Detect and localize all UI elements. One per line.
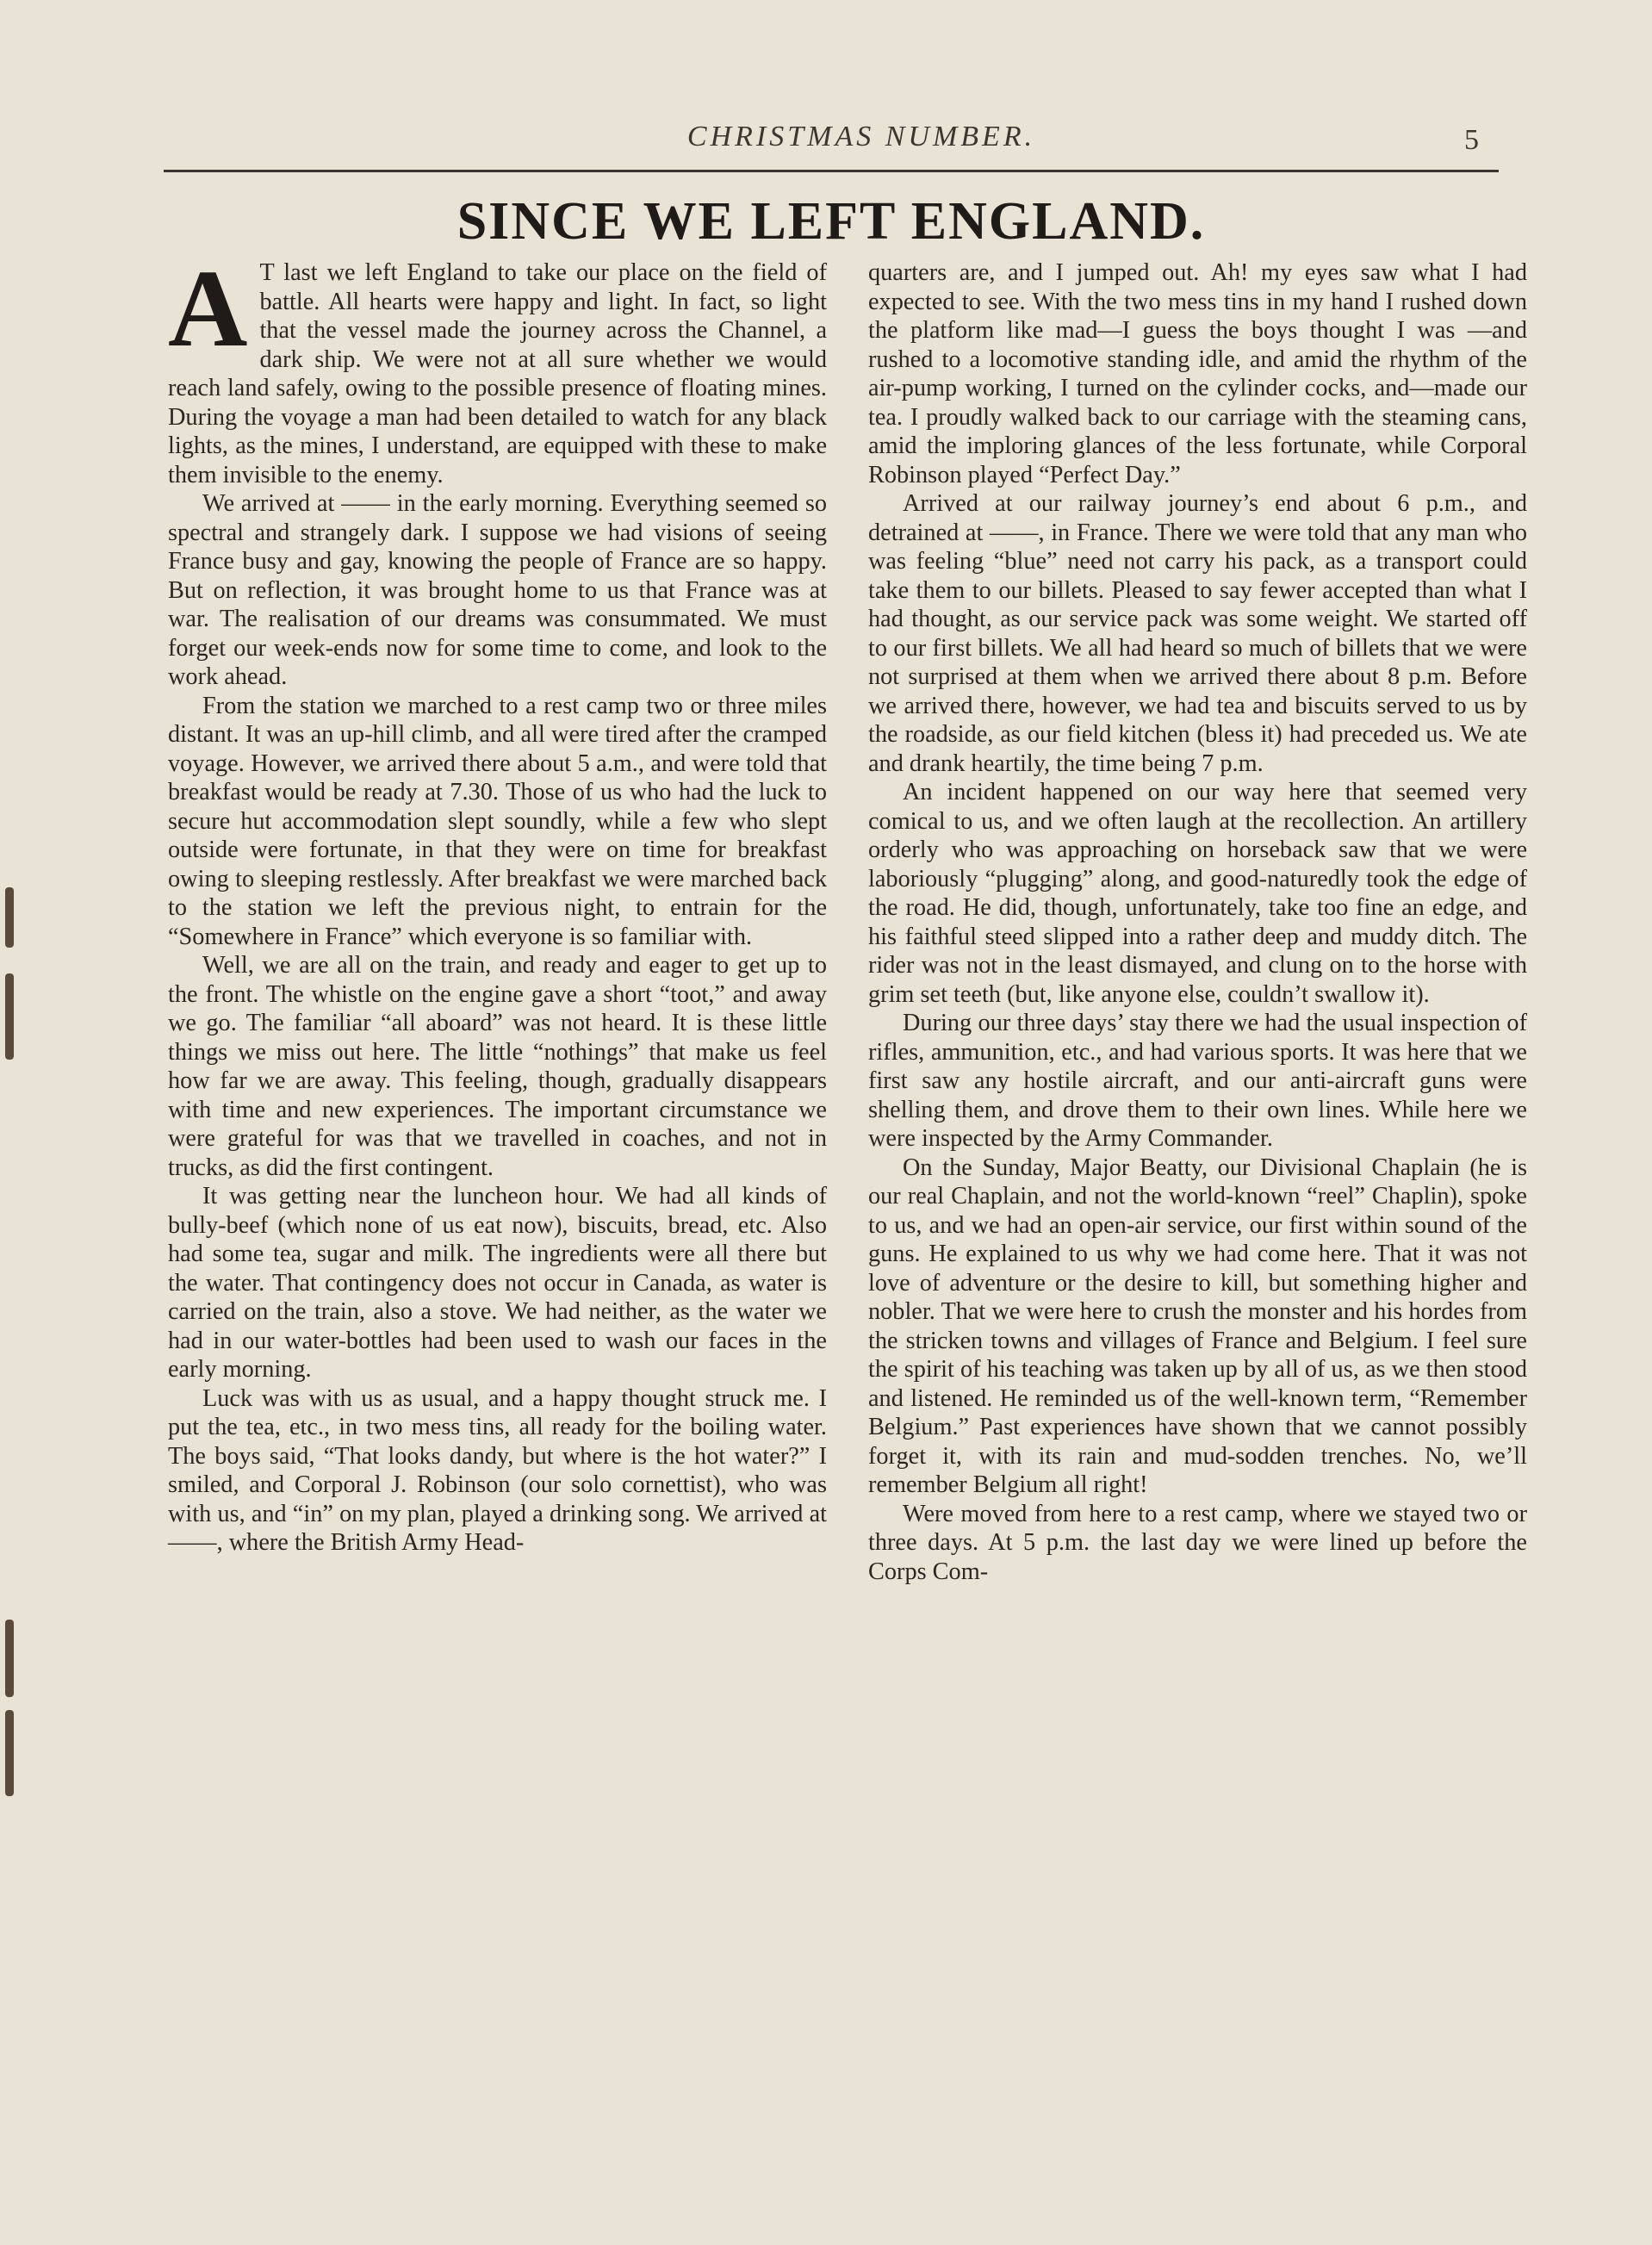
drop-cap: A (168, 247, 248, 370)
right-column (868, 258, 1527, 1586)
paragraph: It was getting near the luncheon hour. We had all kinds of bully-beef (which none of us eat now), biscuits, bread, etc. Also had some tea, sugar and milk. The ingredients were all there but the water. That contingency does not occur in Canada, as water is carried on the train, also a stove. We had neither, as the water we had in our water-bottles had been used to wash our faces in the early morning. (168, 1183, 827, 1383)
left-column (168, 247, 827, 1558)
binding-stain (5, 1620, 14, 1697)
paragraph: Were moved from here to a rest camp, where we stayed two or three days. At 5 p.m. the last day we were lined up before the Corps Com- (868, 1500, 1527, 1585)
paragraph: Arrived at our railway journey’s end about 6 p.m., and detrained at ——, in France. There we were told that any man who was feeling “blue” need not carry his pack, as a transport could take them to our billets. Pleased to say fewer accepted than what I had thought, as our service pack was some weight. We started off to our first billets. We all had heard so much of billets that we were not surprised at them when we arrived there about 8 p.m. Before we arrived there, however, we had tea and biscuits served to us by the roadside, as our field kitchen (bless it) had preceded us. We ate and drank heartily, the time being 7 p.m. (868, 490, 1527, 777)
paragraph (168, 247, 827, 489)
paragraph-text: T last we left England to take our place on the field of battle. All hearts were happy and light. In fact, so light that the vessel made the journey across the Channel, a dark ship. We were not at all sure whether we would reach land safely, owing to the possible presence of floating mines. During the voyage a man had been detailed to watch for any black lights, as the mines, I understand, are equipped with these to make them invisible to the enemy. (168, 259, 827, 488)
running-header: CHRISTMAS NUMBER. (686, 121, 1036, 152)
header-rule (164, 170, 1499, 172)
binding-stain (5, 887, 14, 948)
article-headline: SINCE WE LEFT ENGLAND. (456, 192, 1206, 251)
paragraph: An incident happened on our way here that seemed very comical to us, and we often laugh at the recollection. An artillery orderly who was approaching on horseback saw that we were laboriously “plugging” along, and good-naturedly took the edge of the road. He did, though, unfortunately, take too fine an edge, and his faithful steed slipped into a rather deep and muddy ditch. The rider was not in the least dismayed, and clung on to the horse with grim set teeth (but, like anyone else, couldn’t swallow it). (868, 779, 1527, 1008)
binding-stain (5, 1710, 14, 1796)
paragraph: On the Sunday, Major Beatty, our Divisional Chaplain (he is our real Chaplain, and not the world-known “reel” Chaplin), spoke to us, and we had an open-air service, our first within sound of the guns. He explained to us why we had come here. That it was not love of adventure or the desire to kill, but something higher and nobler. That we were here to crush the monster and his hordes from the stricken towns and villages of France and Belgium. I feel sure the spirit of his teaching was taken up by all of us, as we then stood and listened. He reminded us of the well-known term, “Remember Belgium.” Past experiences have shown that we cannot possibly forget it, with its rain and mud-sodden trenches. No, we’ll remember Belgium all right! (868, 1154, 1527, 1498)
binding-stain (5, 973, 14, 1060)
paragraph: Luck was with us as usual, and a happy thought struck me. I put the tea, etc., in two mess tins, all ready for the boiling water. The boys said, “That looks dandy, but where is the hot water?” I smiled, and Corporal J. Robinson (our solo cornettist), who was with us, and “in” on my plan, played a drinking song. We arrived at ——, where the British Army Head- (168, 1384, 827, 1556)
paragraph: From the station we marched to a rest camp two or three miles distant. It was an up-hill climb, and all were tired after the cramped voyage. However, we arrived there about 5 a.m., and were told that breakfast would be ready at 7.30. Those of us who had the luck to secure hut accommodation slept soundly, while a few who slept outside were fortunate, in that they were on time for breakfast owing to sleeping restlessly. After breakfast we were marched back to the station we left the previous night, to entrain for the “Somewhere in France” which everyone is so familiar with. (168, 692, 827, 950)
paragraph: We arrived at —— in the early morning. Everything seemed so spectral and strangely dark. I suppose we had visions of seeing France busy and gay, knowing the people of France are so happy. But on reflection, it was brought home to us that France was at war. The realisation of our dreams was consummated. We must forget our week-ends now for some time to come, and look to the work ahead. (168, 490, 827, 690)
paragraph: quarters are, and I jumped out. Ah! my eyes saw what I had expected to see. With the two mess tins in my hand I rushed down the platform like mad—I guess the boys thought I was —and rushed to a locomotive standing idle, and amid the rhythm of the air-pump working, I turned on the cylinder cocks, and—made our tea. I proudly walked back to our carriage with the steaming cans, amid the imploring glances of the less fortunate, while Corporal Robinson played “Perfect Day.” (868, 259, 1527, 488)
page-number: 5 (1464, 124, 1479, 156)
paragraph: During our three days’ stay there we had the usual inspection of rifles, ammunition, etc., and had various sports. It was here that we first saw any hostile aircraft, and our anti-aircraft guns were shelling them, and drove them to their own lines. While here we were inspected by the Army Commander. (868, 1010, 1527, 1152)
paragraph: Well, we are all on the train, and ready and eager to get up to the front. The whistle on the engine gave a short “toot,” and away we go. The familiar “all aboard” was not heard. It is these little things we miss out here. The little “nothings” that make us feel how far we are away. This feeling, though, gradually disappears with time and new experiences. The important circumstance we were grateful for was that we travelled in coaches, and not in trucks, as did the first contingent. (168, 952, 827, 1181)
